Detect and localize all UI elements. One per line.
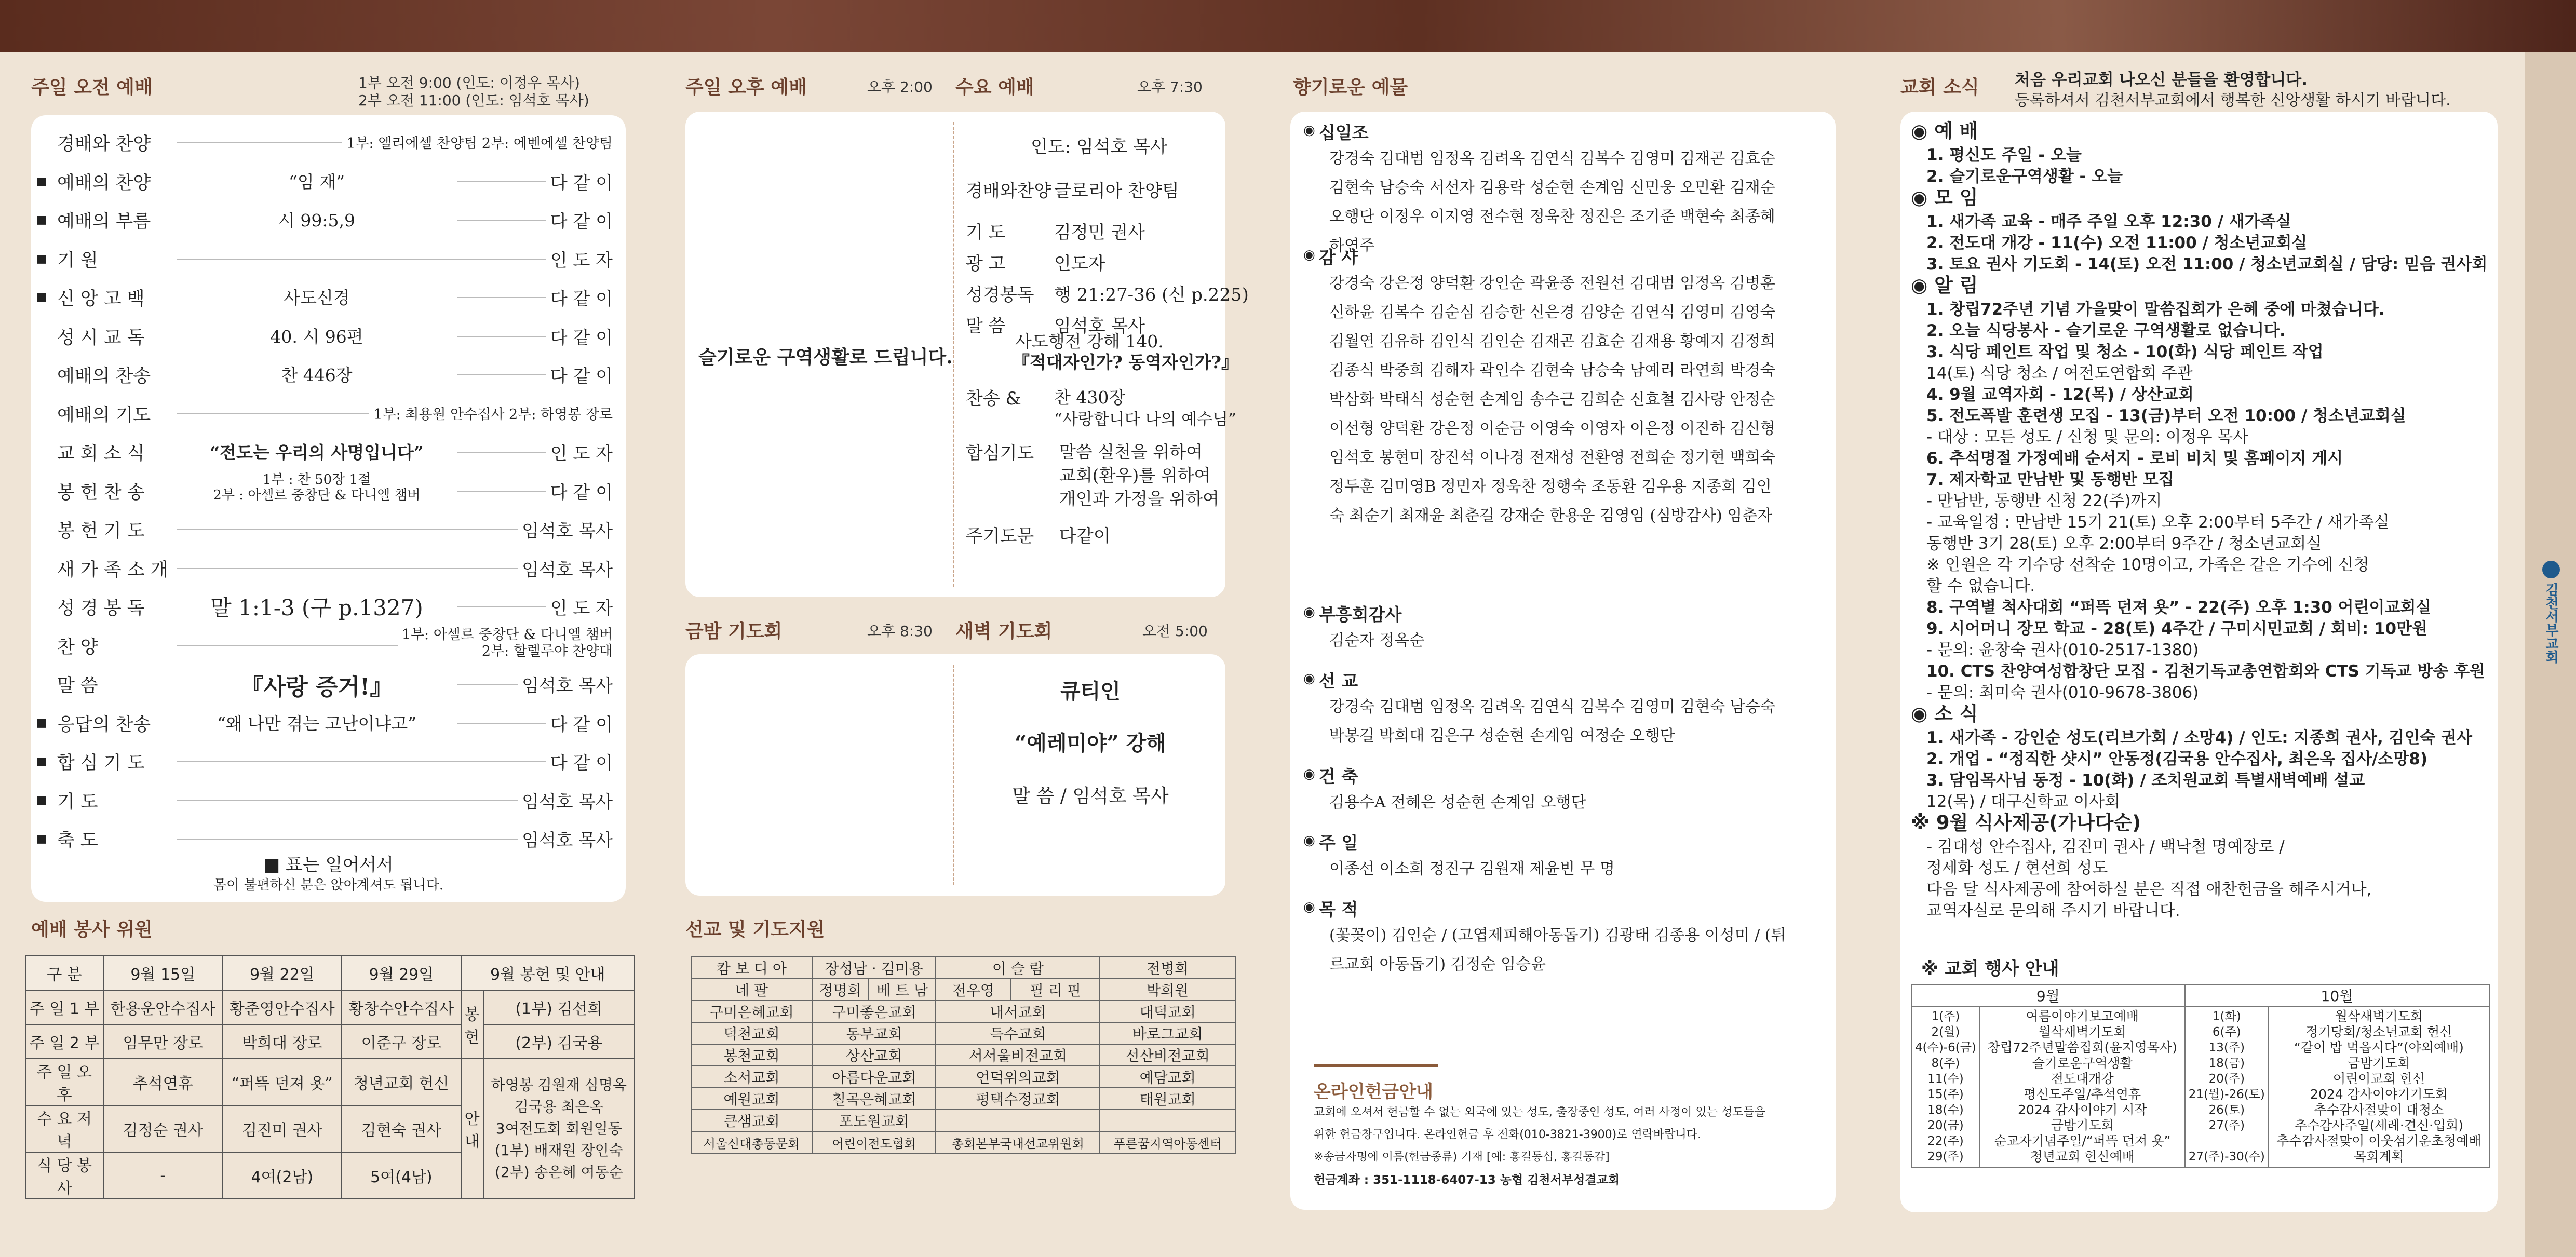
news-item: - 김대성 안수집사, 김진미 권사 / 백낙철 명예장로 / xyxy=(1926,837,2285,856)
news-item: 할 수 없습니다. xyxy=(1926,577,2035,596)
offering-group-title: 부흥회감사 xyxy=(1319,604,1402,625)
order-label: 예배의 부름 xyxy=(57,211,151,232)
order-label: 기 도 xyxy=(57,791,98,813)
mission-country-cell: 캄 보 디 아 xyxy=(691,957,812,979)
svc-r4c1: - xyxy=(103,1152,223,1199)
order-right: 인 도 자 xyxy=(546,594,613,619)
order-label: 기 원 xyxy=(57,250,98,271)
mission-church-cell: 봉천교회 xyxy=(691,1044,812,1066)
online-2: 위한 헌금창구입니다. 온라인헌금 후 전화(010-3821-3900)로 연락바랍니다. xyxy=(1314,1128,1702,1141)
mission-support-cell: 푸른꿈지역아동센터 xyxy=(1100,1131,1235,1153)
dawn-l2: “예레미야” 강해 xyxy=(1015,731,1166,755)
wed-item-value: 임석호 목사 xyxy=(1054,316,1145,336)
wed-hymn2: “사랑합니다 나의 예수님” xyxy=(1054,410,1236,429)
wed-item-value: 인도자 xyxy=(1054,253,1105,274)
mission-church-cell: 덕천교회 xyxy=(691,1022,812,1044)
order-label: 말 씀 xyxy=(57,675,98,696)
events-sep-head: 9월 xyxy=(1911,984,2185,1006)
events-oct-dates: 1(화) 6(주) 13(주) 18(금) 20(주) 21(월)-26(토) 26(토) 27(주) 27(주)-30(수) xyxy=(2185,1006,2269,1167)
dawn-l1: 큐티인 xyxy=(1060,679,1121,704)
news-item: ※ 인원은 각 기수당 선착순 10명이고, 가족은 같은 기수에 신청 xyxy=(1926,556,2369,574)
group-marker: ◉ xyxy=(1303,604,1315,620)
news-item: 1. 새가족 교육 - 매주 주일 오후 12:30 / 새가족실 xyxy=(1926,212,2291,231)
svc-an-line: (1부) 배재원 장인숙 xyxy=(494,1142,623,1159)
svc-an: 안 내 xyxy=(461,1059,483,1199)
events-sep-items: 여름이야기보고예배 월삭새벽기도회 창립72주년말씀집회(윤지영목사) 슬기로운구역생활 전도대개강 평신도주일/추석연휴 2024 감사이야기 시작 금밤기도회 순교자기념주일/“퍼뜩 던져 욧” 청년교회 헌신예배 xyxy=(1980,1006,2185,1167)
news-item: 3. 토요 권사 기도회 - 14(토) 오전 11:00 / 청소년교회실 / 담당: 믿음 권사회 xyxy=(1926,255,2488,274)
afternoon-time: 오후 2:00 xyxy=(867,78,933,96)
svc-r4c3: 5여(4남) xyxy=(342,1152,461,1199)
news-item: 4. 9월 교역자회 - 12(목) / 상산교회 xyxy=(1926,385,2194,404)
svc-bong1: (1부) 김선희 xyxy=(483,990,635,1024)
news-item: 2. 오늘 식당봉사 - 슬기로운 구역생활로 없습니다. xyxy=(1926,321,2286,340)
mission-country-cell: 베 트 남 xyxy=(869,979,936,1001)
row-bullet: ■ xyxy=(36,755,47,768)
svc-r1c1: 임무만 장로 xyxy=(103,1024,223,1059)
mission-church-cell: 평택수정교회 xyxy=(936,1088,1100,1110)
wed-item-label: 기 도 xyxy=(966,222,1006,243)
order-middle: 말 1:1-3 (구 p.1327) xyxy=(177,591,457,622)
order-right: 다 같 이 xyxy=(546,362,613,387)
svc-r1c2: 박희대 장로 xyxy=(223,1024,342,1059)
news-item: 12(목) / 대구신학교 이사회 xyxy=(1926,792,2121,811)
order-middle: “전도는 우리의 사명입니다” xyxy=(177,439,457,464)
mission-church-cell: 서서울비전교회 xyxy=(936,1044,1100,1066)
news-item: 2. 전도대 개강 - 11(수) 오전 11:00 / 청소년교회실 xyxy=(1926,234,2308,252)
order-middle: “왜 나만 겪는 고난이냐고” xyxy=(177,710,457,735)
svc-h1: 9월 15일 xyxy=(103,956,223,990)
morning-time2: 2부 오전 11:00 (인도: 임석호 목사) xyxy=(358,92,589,109)
note-stand: ■ 표는 일어서서 xyxy=(263,855,394,875)
panel-divider xyxy=(953,122,954,587)
wed-hymn-label: 찬송 & xyxy=(966,388,1021,409)
mission-country-cell: 정명희 xyxy=(812,979,869,1001)
order-label: 신 앙 고 백 xyxy=(57,289,145,309)
order-label: 성 경 봉 독 xyxy=(57,598,145,619)
leader-line xyxy=(177,259,608,260)
wed-sermon2: 『적대자인가? 동역자인가?』 xyxy=(1013,352,1238,372)
online-1: 교회에 오셔서 헌금할 수 없는 외국에 있는 성도, 출장중인 성도, 여러 사정이 있는 성도들을 xyxy=(1314,1106,1765,1119)
svc-bong2: (2부) 김국용 xyxy=(483,1024,635,1059)
row-bullet: ■ xyxy=(36,832,47,845)
svc-r2c3: 청년교회 헌신 xyxy=(342,1059,461,1105)
order-label: 합 심 기 도 xyxy=(57,753,145,774)
news-item: - 대상 : 모든 성도 / 신청 및 문의: 이정우 목사 xyxy=(1926,428,2249,447)
news-heading: ◉ 알 림 xyxy=(1911,274,1978,296)
mission-church-cell: 칠곡은혜교회 xyxy=(812,1088,936,1110)
wed-item-label: 말 씀 xyxy=(966,316,1006,336)
news-item: 3. 담임목사님 동정 - 10(화) / 조치원교회 특별새벽예배 설교 xyxy=(1926,771,2365,790)
logo-icon xyxy=(2542,561,2560,578)
svc-r0c2: 황준영안수집사 xyxy=(223,990,342,1024)
order-right: 다 같 이 xyxy=(546,478,613,504)
offering-group-body: 강경숙 김대범 임정옥 김려옥 김연식 김복수 김영미 김현숙 남승숙 박봉길 박희대 김은구 성순현 손계임 여정순 오행단 xyxy=(1329,698,1775,745)
group-marker: ◉ xyxy=(1303,671,1315,686)
svc-r3c0: 수 요 저 녁 xyxy=(25,1105,103,1152)
order-middle: 시 99:5,9 xyxy=(177,207,457,232)
news-item: - 문의: 최미숙 권사(010-9678-3806) xyxy=(1926,683,2199,702)
mission-country-cell: 장성남 · 김미용 xyxy=(812,957,936,979)
wed-item-label: 성경봉독 xyxy=(966,285,1034,305)
offering-group-title: 십일조 xyxy=(1319,123,1369,143)
svc-r4c0: 식 당 봉 사 xyxy=(25,1152,103,1199)
svc-r2c0: 주 일 오 후 xyxy=(25,1059,103,1105)
mission-church-cell: 대덕교회 xyxy=(1100,1001,1235,1022)
offering-group-body: 강경숙 김대범 임정옥 김려옥 김연식 김복수 김영미 김재곤 김효순 김현숙 남승숙 서선자 김용락 성순현 손계임 신민웅 오민환 김재순 오행단 이정우 이지영 전수현 정욱찬 정진은 조기준 백현숙 최종혜 하연주 xyxy=(1329,150,1775,255)
order-label: 축 도 xyxy=(57,830,98,851)
offering-group-title: 목 적 xyxy=(1319,899,1358,920)
group-marker: ◉ xyxy=(1303,123,1315,138)
wed-pray3: 개인과 가정을 위하여 xyxy=(1059,489,1219,509)
morning-time1: 1부 오전 9:00 (인도: 이정우 목사) xyxy=(358,74,580,91)
order-label: 찬 양 xyxy=(57,637,98,658)
news-item: 5. 전도폭발 훈련생 모집 - 13(금)부터 오전 10:00 / 청소년교회실 xyxy=(1926,407,2406,425)
order-right: 임석호 목사 xyxy=(518,556,613,581)
mission-church-cell: 바로그교회 xyxy=(1100,1022,1235,1044)
wed-item-value: 글로리아 찬양팀 xyxy=(1054,181,1179,201)
svc-r4c2: 4여(2남) xyxy=(223,1152,342,1199)
note-sit: 몸이 불편하신 분은 앉아계셔도 됩니다. xyxy=(213,877,444,893)
mission-church-cell: 상산교회 xyxy=(812,1044,936,1066)
mission-table xyxy=(691,956,1236,1154)
wed-pray-label: 합심기도 xyxy=(966,443,1034,464)
order-label: 교 회 소 식 xyxy=(57,443,145,464)
wed-hymn1: 찬 430장 xyxy=(1054,387,1126,408)
news-item: 2. 개업 - “정직한 샷시” 안동정(김국용 안수집사, 최은옥 집사/소망8) xyxy=(1926,750,2428,768)
news-item: 10. CTS 찬양여성합창단 모집 - 김천기독교총연합회와 CTS 기독교 방송 후원 xyxy=(1926,662,2485,681)
mission-church-cell xyxy=(936,1110,1100,1131)
order-right: 1부: 아셀르 중창단 & 다니엘 챔버 2부: 할렐루야 찬양대 xyxy=(398,627,613,660)
order-label: 새 가 족 소 개 xyxy=(57,559,168,580)
group-marker: ◉ xyxy=(1303,247,1315,263)
order-middle: 사도신경 xyxy=(177,285,457,309)
svc-an-line: 김국용 최은옥 xyxy=(514,1098,603,1115)
mission-church-cell: 내서교회 xyxy=(936,1001,1100,1022)
news-item: - 문의: 윤창숙 권사(010-2517-1380) xyxy=(1926,641,2199,659)
mission-church-cell xyxy=(1100,1110,1235,1131)
order-middle: “임 재” xyxy=(177,169,457,193)
wed-lord-label: 주기도문 xyxy=(966,526,1034,547)
mission-church-cell: 태원교회 xyxy=(1100,1088,1235,1110)
svc-an-line: 하영봉 김원재 심명옥 xyxy=(491,1076,627,1093)
order-right: 다 같 이 xyxy=(546,710,613,736)
events-oct-items: 월삭새벽기도회 정기당회/청소년교회 헌신 “같이 밥 먹읍시다”(야외예배) 금밤기도회 어린이교회 헌신 2024 감사이야기기도회 추수감사절맞이 대청소 추수감사주일(세례·견신·입회) 추수감사절맞이 이웃섬기운초청예배 목회계획 xyxy=(2269,1006,2489,1167)
mission-country-cell: 네 팔 xyxy=(691,979,812,1001)
order-label: 봉 헌 기 도 xyxy=(57,521,145,542)
wednesday-title: 수요 예배 xyxy=(955,77,1034,98)
mission-church-cell: 선산비전교회 xyxy=(1100,1044,1235,1066)
wednesday-time: 오후 7:30 xyxy=(1137,78,1203,96)
order-label: 경배와 찬양 xyxy=(57,134,151,155)
svc-an-lines xyxy=(483,1059,635,1199)
order-label: 예배의 찬송 xyxy=(57,366,151,387)
row-bullet: ■ xyxy=(36,291,47,304)
order-right: 임석호 목사 xyxy=(518,826,613,851)
events-title: ※ 교회 행사 안내 xyxy=(1921,958,2059,979)
order-right: 임석호 목사 xyxy=(518,517,613,542)
online-rule xyxy=(1314,1064,1438,1067)
news-item: 정세화 성도 / 현선희 성도 xyxy=(1926,859,2108,877)
offering-group-body: 강경숙 강은정 양덕환 강인순 곽윤종 전원선 김대범 임정옥 김병훈 신하윤 김복수 김순심 김승한 신은경 김양순 김연식 김영미 김영숙 김월연 김유하 김인식 김인순 김재곤 김효순 김재용 황예지 김정희 김종식 박중희 김해자 곽인수 김현숙 남승숙 남예리 라연희 박경숙 박삼화 박태식 성순현 손계임 송수근 김희순 신효철 김사랑 안정순 이선형 양덕환 강은정 이순금 이영숙 이영자 이은정 이진하 김신형 임석호 봉현미 장진석 이나경 전재성 전환영 전희순 정기현 백희숙 정두훈 김미영B 정민자 정욱찬 정행숙 조동환 김우용 지종희 김인숙 최순기 최재윤 최춘길 강재순 한용운 김영임 (심방감사) 임춘자 xyxy=(1329,274,1775,525)
news-item: 교역자실로 문의해 주시기 바랍니다. xyxy=(1926,901,2180,920)
row-bullet: ■ xyxy=(36,213,47,226)
mission-country-cell: 박희원 xyxy=(1100,979,1235,1001)
news-item: 1. 창립72주년 기념 가을맞이 말씀집회가 은혜 중에 마쳤습니다. xyxy=(1926,300,2385,319)
morning-title: 주일 오전 예배 xyxy=(31,77,153,98)
svc-r3c3: 김현숙 권사 xyxy=(342,1105,461,1152)
news-item: 14(토) 식당 청소 / 여전도연합회 주관 xyxy=(1926,364,2193,383)
wed-lord: 다같이 xyxy=(1059,526,1111,547)
svc-bong: 봉 헌 xyxy=(461,990,483,1059)
news-title: 교회 소식 xyxy=(1900,77,1979,98)
order-middle: 1부 : 찬 50장 1절 2부 : 아셀르 중창단 & 다니엘 챔버 xyxy=(177,472,457,503)
news-welcome1: 처음 우리교회 나오신 분들을 환영합니다. xyxy=(2015,71,2308,89)
wed-item-value: 김정민 권사 xyxy=(1054,222,1145,243)
service-table xyxy=(25,955,635,1199)
mission-church-cell: 구미은혜교회 xyxy=(691,1001,812,1022)
offering-group-title: 선 교 xyxy=(1319,671,1358,691)
news-welcome2: 등록하셔서 김천서부교회에서 행복한 신앙생활 하시기 바랍니다. xyxy=(2015,91,2451,110)
news-item: 6. 추석명절 가정예배 순서지 - 로비 비치 및 홈페이지 게시 xyxy=(1926,449,2343,468)
news-item: 1. 평신도 주일 - 오늘 xyxy=(1926,146,2082,165)
svc-r1c3: 이준구 장로 xyxy=(342,1024,461,1059)
order-right: 1부: 엘리에셀 찬양팀 2부: 에벤에셀 찬양팀 xyxy=(342,132,613,152)
logo-text: 김천서부교회 xyxy=(2543,583,2559,664)
group-marker: ◉ xyxy=(1303,899,1315,915)
friday-time: 오후 8:30 xyxy=(867,623,933,640)
svc-r2c1: 추석연휴 xyxy=(103,1059,223,1105)
news-heading: ◉ 모 임 xyxy=(1911,186,1978,209)
svc-h2: 9월 22일 xyxy=(223,956,342,990)
news-item: 8. 구역별 척사대회 “퍼뜩 던져 욧” - 22(주) 오후 1:30 어린이교회실 xyxy=(1926,598,2432,617)
afternoon-text: 슬기로운 구역생활로 드립니다. xyxy=(698,346,953,368)
svc-r0c0: 주 일 1 부 xyxy=(25,990,103,1024)
offering-group-title: 주 일 xyxy=(1319,833,1358,853)
leader-line xyxy=(177,761,608,762)
offering-group-body: 김순자 정옥순 xyxy=(1329,631,1425,650)
mission-church-cell: 아름다운교회 xyxy=(812,1066,936,1088)
wed-pray2: 교회(환우)를 위하여 xyxy=(1059,465,1211,485)
wed-item-value: 행 21:27-36 (신 p.225) xyxy=(1054,285,1249,305)
offering-group-body: (꽃꽂이) 김인순 / (고엽제피해아동돕기) 김광태 김종용 이성미 / (튀르교회 아동돕기) 김정순 임승윤 xyxy=(1329,926,1786,974)
order-right: 1부: 최용원 안수집사 2부: 하영봉 장로 xyxy=(369,403,613,423)
row-bullet: ■ xyxy=(36,716,47,729)
offering-group-body: 이종선 이소희 정진구 김원재 제윤빈 무 명 xyxy=(1329,860,1615,878)
mission-church-cell: 큰샘교회 xyxy=(691,1110,812,1131)
svc-an-line: 3여전도회 회원일동 xyxy=(495,1120,622,1137)
events-oct-head: 10월 xyxy=(2185,984,2489,1006)
order-right: 다 같 이 xyxy=(546,323,613,349)
news-item: 1. 새가족 - 강인순 성도(리브가회 / 소망4) / 인도: 지종희 권사, 김인숙 권사 xyxy=(1926,728,2473,747)
order-middle: 『사랑 증거!』 xyxy=(177,668,457,701)
svc-r0c3: 황창수안수집사 xyxy=(342,990,461,1024)
mission-church-cell: 득수교회 xyxy=(936,1022,1100,1044)
mission-country-cell: 전병희 xyxy=(1100,957,1235,979)
dawn-time: 오전 5:00 xyxy=(1142,623,1208,640)
afternoon-title: 주일 오후 예배 xyxy=(685,77,807,98)
order-right: 임석호 목사 xyxy=(518,788,613,813)
news-item: 다음 달 식사제공에 참여하실 분은 직접 애찬헌금을 해주시거나, xyxy=(1926,880,2372,899)
order-label: 봉 헌 찬 송 xyxy=(57,482,145,503)
wed-item-label: 경배와찬양 xyxy=(966,181,1051,201)
news-item: 3. 식당 페인트 작업 및 청소 - 10(화) 식당 페인트 작업 xyxy=(1926,343,2324,361)
row-bullet: ■ xyxy=(36,793,47,807)
mission-support-cell: 어린이전도협회 xyxy=(812,1131,936,1153)
group-marker: ◉ xyxy=(1303,766,1315,782)
row-bullet: ■ xyxy=(36,252,47,265)
order-right: 다 같 이 xyxy=(546,169,613,194)
morning-panel xyxy=(31,115,626,902)
friday-title: 금밤 기도회 xyxy=(685,621,783,642)
svc-r3c2: 김진미 권사 xyxy=(223,1105,342,1152)
row-bullet: ■ xyxy=(36,174,47,188)
news-heading: ◉ 소 식 xyxy=(1911,702,1978,725)
svc-h3: 9월 29일 xyxy=(342,956,461,990)
panel-divider-2 xyxy=(953,665,954,885)
order-label: 성 시 교 독 xyxy=(57,327,145,348)
mission-church-cell: 동부교회 xyxy=(812,1022,936,1044)
mission-church-cell: 언덕위의교회 xyxy=(936,1066,1100,1088)
online-title: 온라인헌금안내 xyxy=(1314,1082,1433,1102)
offering-group-title: 감 사 xyxy=(1319,247,1358,267)
mission-support-cell: 서울신대총동문회 xyxy=(691,1131,812,1153)
svc-r1c0: 주 일 2 부 xyxy=(25,1024,103,1059)
order-label: 예배의 찬양 xyxy=(57,172,151,194)
svc-an-line: (2부) 송은혜 여동순 xyxy=(494,1164,623,1181)
online-4: 헌금계좌 : 351-1118-6407-13 농협 김천서부성결교회 xyxy=(1314,1173,1620,1187)
service-title: 예배 봉사 위원 xyxy=(31,919,153,940)
mission-country-cell: 필 리 핀 xyxy=(1010,979,1100,1001)
news-item: 7. 제자학교 만남반 및 동행반 모집 xyxy=(1926,470,2174,489)
svc-r2c2: “퍼뜩 던져 욧” xyxy=(223,1059,342,1105)
news-heading: ◉ 예 배 xyxy=(1911,120,1978,142)
order-right: 인 도 자 xyxy=(546,439,613,465)
svc-r3c1: 김정순 권사 xyxy=(103,1105,223,1152)
wed-sermon1: 사도행전 강해 140. xyxy=(1015,331,1164,352)
offering-title: 향기로운 예물 xyxy=(1293,77,1408,98)
order-right: 다 같 이 xyxy=(546,285,613,310)
mission-church-cell: 소서교회 xyxy=(691,1066,812,1088)
mission-church-cell: 예담교회 xyxy=(1100,1066,1235,1088)
church-logo xyxy=(2538,561,2564,696)
order-right: 다 같 이 xyxy=(546,749,613,774)
news-heading: ※ 9월 식사제공(가나다순) xyxy=(1911,812,2141,834)
news-item: 2. 슬기로운구역생활 - 오늘 xyxy=(1926,167,2123,186)
mission-title: 선교 및 기도지원 xyxy=(685,919,825,940)
top-banner xyxy=(0,0,2576,52)
offering-group-body: 김용수A 전혜은 성순현 손계임 오행단 xyxy=(1329,793,1586,812)
news-item: - 만남반, 동행반 신청 22(주)까지 xyxy=(1926,492,2162,510)
wed-pray1: 말씀 실천을 위하여 xyxy=(1059,442,1203,462)
mission-church-cell: 포도원교회 xyxy=(812,1110,936,1131)
order-middle: 찬 446장 xyxy=(177,362,457,386)
wed-item-label: 광 고 xyxy=(966,253,1006,274)
order-middle: 40. 시 96편 xyxy=(177,323,457,348)
mission-church-cell: 구미좋은교회 xyxy=(812,1001,936,1022)
mission-country-cell: 전우영 xyxy=(936,979,1010,1001)
news-item: - 교육일정 : 만남반 15기 21(토) 오후 2:00부터 5주간 / 새가족실 xyxy=(1926,513,2390,532)
svc-r0c1: 한용운안수집사 xyxy=(103,990,223,1024)
svc-h0: 구 분 xyxy=(25,956,103,990)
events-sep-dates: 1(주) 2(월) 4(수)-6(금) 8(주) 11(수) 15(주) 18(수) 20(금) 22(주) 29(주) xyxy=(1911,1006,1980,1167)
dawn-title: 새벽 기도회 xyxy=(955,621,1053,642)
mission-church-cell: 예원교회 xyxy=(691,1088,812,1110)
offering-group-title: 건 축 xyxy=(1319,766,1358,787)
wed-leader: 인도: 임석호 목사 xyxy=(1031,137,1167,157)
mission-country-cell: 이 슬 람 xyxy=(936,957,1100,979)
news-item: 동행반 3기 28(토) 오후 2:00부터 9주간 / 청소년교회실 xyxy=(1926,534,2322,553)
mission-support-cell: 총회본부국내선교위원회 xyxy=(936,1131,1100,1153)
group-marker: ◉ xyxy=(1303,833,1315,848)
order-label: 예배의 기도 xyxy=(57,404,151,426)
order-right: 인 도 자 xyxy=(546,246,613,272)
dawn-l3: 말 씀 / 임석호 목사 xyxy=(1012,786,1169,807)
news-item: 9. 시어머니 장모 학교 - 28(토) 4주간 / 구미시민교회 / 회비: 10만원 xyxy=(1926,619,2428,638)
order-label: 응답의 찬송 xyxy=(57,714,151,735)
order-right: 다 같 이 xyxy=(546,207,613,233)
online-3: ※송금자명에 이름(헌금종류) 기재 [예: 홍길동십, 홍길동감] xyxy=(1314,1151,1610,1164)
order-right: 임석호 목사 xyxy=(518,671,613,697)
events-table xyxy=(1911,984,2490,1168)
svc-h4: 9월 봉헌 및 안내 xyxy=(461,956,635,990)
